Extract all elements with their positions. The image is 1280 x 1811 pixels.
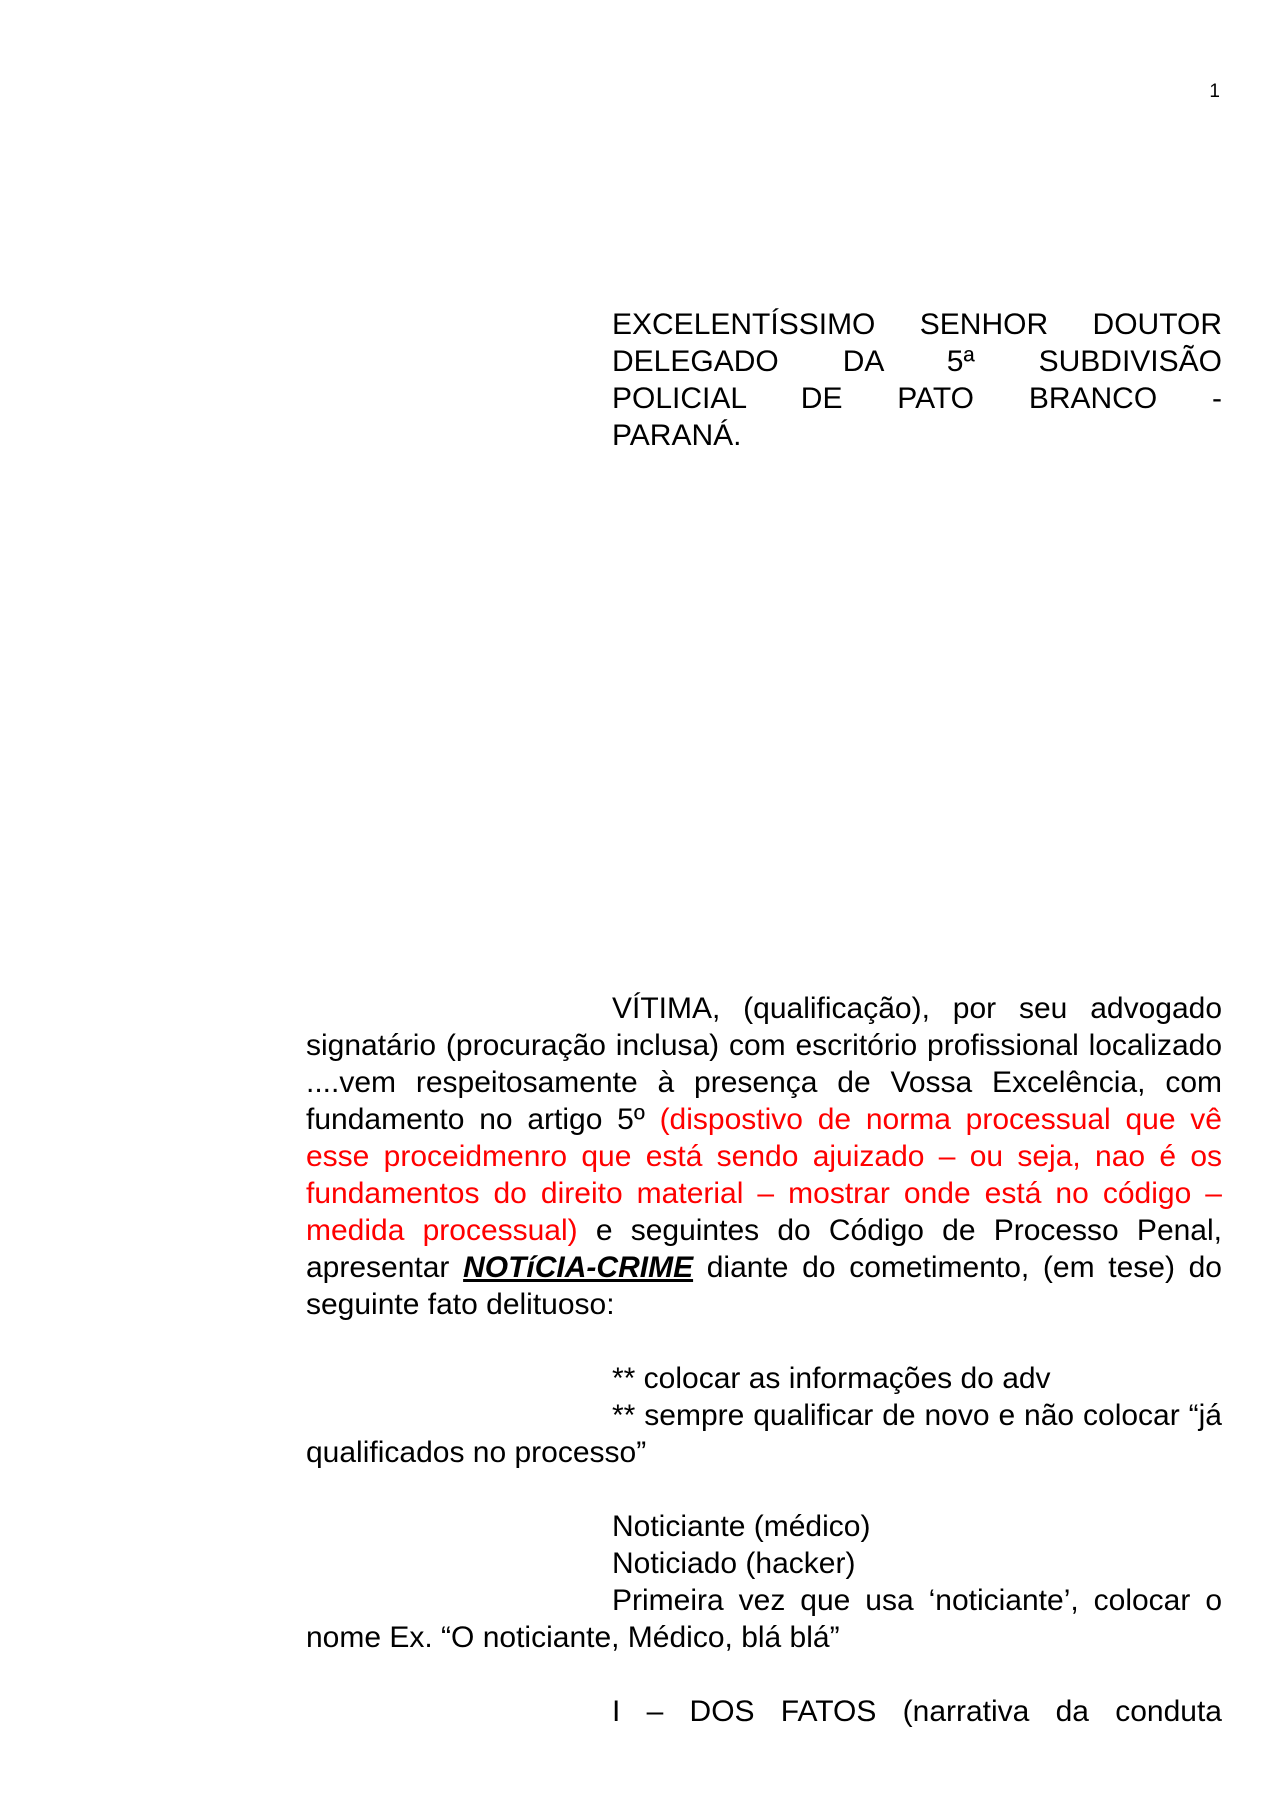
page-number: 1: [1209, 81, 1220, 102]
paragraph-spacer: [306, 1656, 1222, 1693]
first-use-instruction: Primeira vez que usa ‘noticiante’, colocar o nome Ex. “O noticiante, Médico, blá blá”: [306, 1584, 1222, 1654]
party-noticiado: Noticiado (hacker): [612, 1547, 856, 1580]
addressee-line-1: EXCELENTÍSSIMO SENHOR DOUTOR: [612, 308, 1222, 341]
note-requalify: ** sempre qualificar de novo e não colocar “já qualificados no processo”: [306, 1399, 1222, 1469]
addressee-line-2: DELEGADO DA 5ª SUBDIVISÃO: [612, 345, 1222, 378]
addressee-line-3: POLICIAL DE PATO BRANCO -: [612, 382, 1222, 415]
intro-text-1: VÍTIMA, (qualificação), por seu advogado signatário (procuração inclusa) com escritório profissional localizado ....vem respeitosamente à presença de Vossa Excelência, com fundamento no artigo 5º: [306, 992, 1222, 1136]
addressee-line-4: PARANÁ.: [612, 419, 742, 452]
section-heading-fatos: I – DOS FATOS (narrativa da conduta: [612, 1695, 1222, 1728]
note-lawyer-info: ** colocar as informações do adv: [612, 1362, 1051, 1395]
party-noticiante: Noticiante (médico): [612, 1510, 871, 1543]
paragraph-spacer: [306, 1471, 1222, 1508]
addressee-block: [612, 306, 1222, 454]
intro-text-2: e seguintes do Código de Processo Penal, apresentar: [306, 1214, 1222, 1284]
procedural-norm-note: (dispostivo de norma processual que vê esse proceidmenro que está sendo ajuizado – ou seja, nao é os fundamentos do direito material – mostrar onde está no código – medida processual): [306, 1103, 1222, 1247]
intro-text-3: diante do cometimento, (em tese) do seguinte fato delituoso:: [306, 1251, 1222, 1321]
paragraph-spacer: [306, 1323, 1222, 1360]
petition-body: [306, 990, 1222, 1730]
intro-paragraph: [306, 990, 1222, 1323]
noticia-crime-emphasis: NOTíCIA-CRIME: [463, 1251, 694, 1284]
